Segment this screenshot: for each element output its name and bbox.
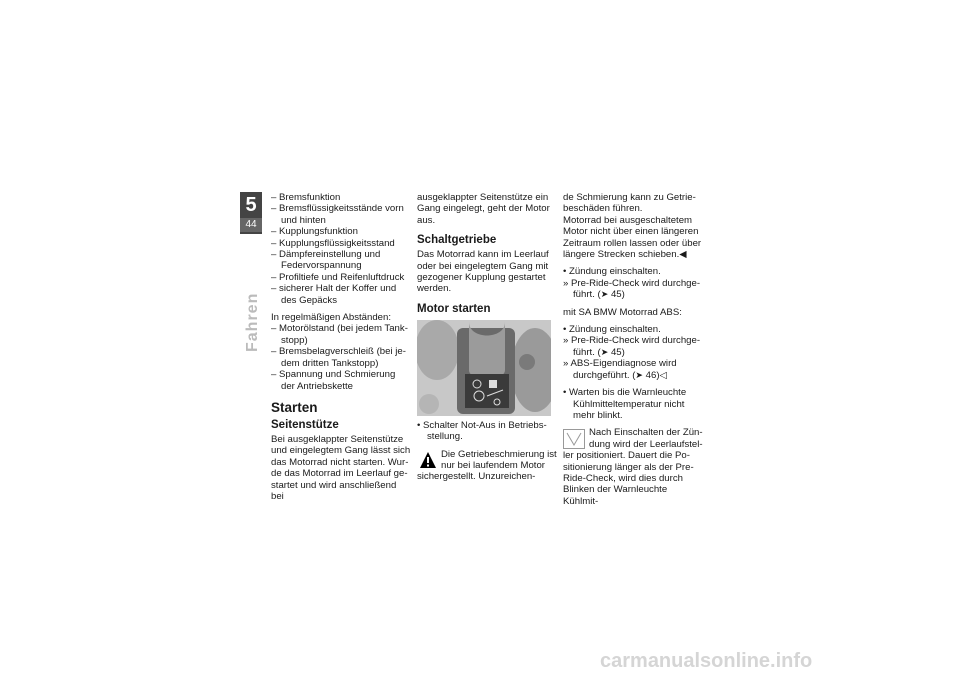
interval-item: – Motorölstand (bei jedem Tankstopp) [271,323,408,346]
handlebar-switch-photo [417,320,551,416]
page-number: 44 [240,218,262,232]
page-ref[interactable]: 45 [610,289,622,301]
check-item: – Kupplungsfunktion [271,226,358,238]
chapter-title: Fahren [244,292,261,352]
step-ignition-abs: • Zündung einschalten. [563,324,661,336]
info-text: Nach Einschalten der Zündung wird der Leerlaufsteller positioniert. Dauert die Positionierung länger als der Pre-Ride-Check, wird dies durch Blinken der Warnleuchte Kühlmit- [563,427,703,507]
end-mark-icon: ◀ [679,249,687,261]
subheading-seitenstuetze: Seitenstütze [271,418,339,431]
page-ref[interactable]: 45 [610,346,622,358]
result-abs-selftest: » ABS-Eigendiagnose wird durchgeführt. (➤ 46)◁ [563,358,677,381]
interval-item: – Bremsbelagverschleiß (bei jedem dritten Tankstopp) [271,346,406,369]
watermark: carmanualsonline.info [600,650,813,672]
seitenstuetze-text: Bei ausgeklappter Seitenstütze und eingelegtem Gang lässt sich das Motorrad nicht starten. Wurde das Motorrad im Leerlauf gestartet und wird anschließend bei [271,433,411,502]
step-wait-warning-light: • Warten bis die Warnleuchte Kühlmitteltemperatur nicht mehr blinkt. [563,387,687,421]
check-item: – Bremsflüssigkeitsstände vorn und hinten [271,203,404,226]
subheading-motor-starten: Motor starten [417,302,491,315]
result-preride-abs: » Pre-Ride-Check wird durchgeführt. (➤ 45) [563,335,701,358]
column-3 [563,192,703,507]
page-ref[interactable]: 46 [645,369,657,381]
warning-text: Die Getriebeschmierung ist nur bei laufendem Motor sichergestellt. Unzureichen- [417,448,557,483]
warning-note [417,449,557,483]
check-item: – Profiltiefe und Reifenluftdruck [271,271,405,283]
interval-intro: In regelmäßigen Abständen: [271,312,392,324]
chapter-tab [240,192,262,234]
step-not-aus: • Schalter Not-Aus in Betriebsstellung. [417,419,547,443]
check-item: – sicherer Halt der Koffer und des Gepäcks [271,283,397,306]
step-ignition: • Zündung einschalten. [563,266,661,278]
schaltgetriebe-text: Das Motorrad kann im Leerlauf oder bei eingelegtem Gang mit gezogener Kupplung gestartet werden. [417,249,549,295]
warning-triangle-icon [419,451,437,469]
seitenstuetze-text-cont: ausgeklappter Seitenstütze ein Gang eingelegt, geht der Motor aus. [417,192,550,226]
section-heading-starten: Starten [271,399,318,415]
abs-intro: mit SA BMW Motorrad ABS: [563,306,682,318]
interval-item: – Spannung und Schmierung der Antriebskette [271,369,396,392]
chapter-number: 5 [245,194,257,216]
page-ref-arrow-icon: ➤ [600,289,609,300]
check-item: – Dämpfereinstellung und Federvorspannung [271,249,381,272]
column-2 [417,192,557,483]
page-ref-arrow-icon: ➤ [600,346,609,357]
rolling-advice: Motorrad bei ausgeschaltetem Motor nicht über einen längeren Zeitraum rollen lassen oder über längere Strecken schieben.◀ [563,214,702,261]
warning-text-cont: de Schmierung kann zu Getriebeschäden führen. [563,192,696,215]
info-note-icon [563,429,585,449]
column-1 [271,192,411,502]
switch-photo-illustration [417,320,551,416]
result-preride: » Pre-Ride-Check wird durchgeführt. (➤ 45) [563,277,701,301]
check-item: – Bremsfunktion [271,192,341,203]
page-ref-arrow-icon: ➤ [635,369,643,380]
subheading-schaltgetriebe: Schaltgetriebe [417,234,497,247]
info-note [563,427,703,507]
check-item: – Kupplungsflüssigkeitsstand [271,237,395,249]
